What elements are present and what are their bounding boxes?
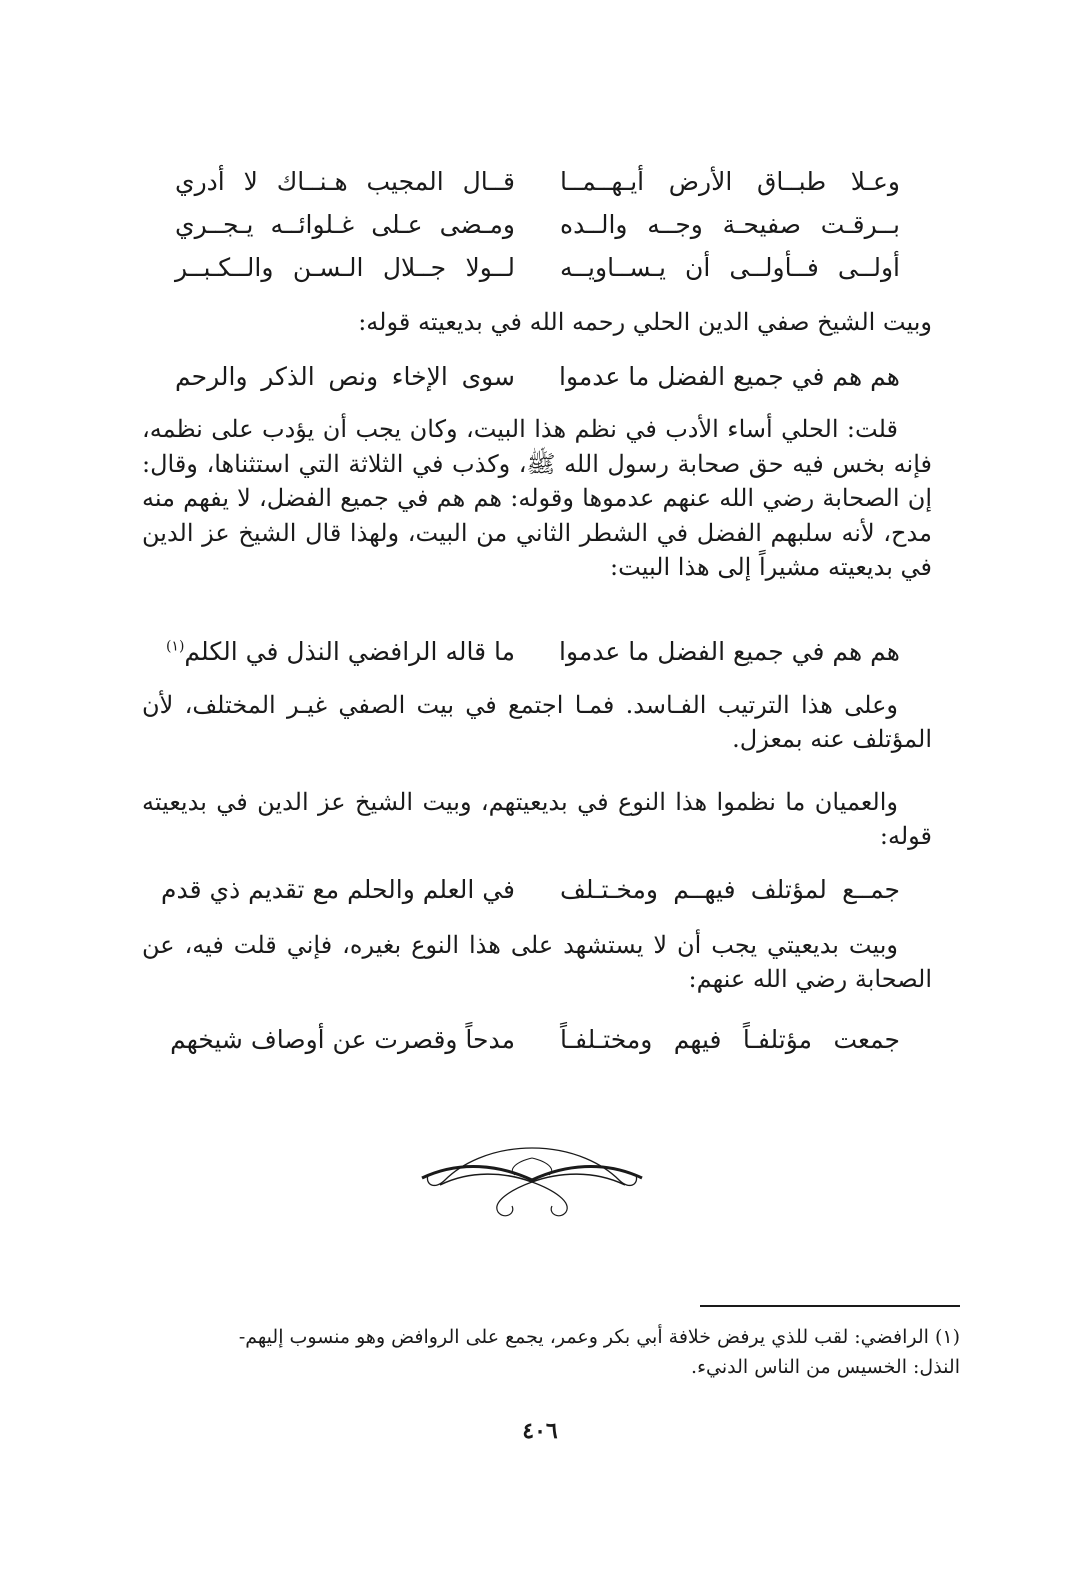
verse-line	[175, 248, 900, 288]
footnote-line: (١) الرافضي: لقب للذي يرفض خلافة أبي بكر وعمر، يجمع على الروافض وهو منسوب إليهم-	[238, 1326, 960, 1348]
footnote-line: النذل: الخسيس من الناس الدنيء.	[691, 1356, 960, 1378]
verse-hemistich-second: ومـضى عـلى غـلوائــه يـجــري	[175, 210, 515, 239]
verse-izz-2	[161, 870, 900, 910]
verse-hemistich-second: قــال المجيب هـنــاك لا أدري	[175, 167, 515, 196]
verse-hemistich-second: لــولا جــلال الـسـن والــكـبــر	[175, 253, 515, 282]
paragraph-order-text: وعلى هذا الترتيب الفـاسد. فمـا اجتمع في بيت الصفي غيـر المختلف، لأن المؤتلف عنه بمعزل.	[142, 691, 932, 753]
paragraph-umyan-text: والعميان ما نظموا هذا النوع في بديعيتهم، وبيت الشيخ عز الدين في بديعيته قوله:	[142, 788, 932, 850]
footnote-divider	[700, 1305, 960, 1307]
verse-hemistich-second-text: ما قاله الرافضي النذل في الكلم	[184, 637, 515, 666]
paragraph-hilli-intro: وبيت الشيخ صفي الدين الحلي رحمه الله في بديعيته قوله:	[358, 308, 932, 336]
verse-izz	[165, 632, 900, 672]
ornament-flourish-icon	[420, 1140, 645, 1220]
verse-hemistich-first: أولــى فــأولــى أن يـســاويــه	[560, 253, 900, 282]
paragraph-critique-text: قلت: الحلي أساء الأدب في نظم هذا البيت، وكان يجب أن يؤدب على نظمه، فإنه بخس فيه حق صحابة رسول الله ﷺ، وكذب في الثلاثة التي استثناها، وقال: إن الصحابة رضي الله عنهم عدموها وقوله: هم هم في جميع الفضل، لا يفهم منه مدح، لأنه سلبهم الفضل في الشطر الثاني من البيت، ولهذا قال الشيخ عز الدين في بديعيته مشيراً إلى هذا البيت:	[142, 415, 933, 581]
paragraph-mine-text: وبيت بديعيتي يجب أن لا يستشهد على هذا النوع بغيره، فإني قلت فيه، عن الصحابة رضي الله عنهم:	[142, 931, 932, 993]
verse-hemistich-first: وعـلا طبــاق الأرض أيـهــمــا	[560, 167, 900, 196]
page-number: ٤٠٦	[522, 1418, 558, 1444]
verse-hemistich-first: هم هم في جميع الفضل ما عدموا	[559, 637, 900, 666]
verse-hemistich-second: في العلم والحلم مع تقديم ذي قدم	[161, 875, 515, 904]
paragraph-order	[142, 688, 932, 756]
paragraph-critique	[142, 412, 932, 585]
verse-line	[175, 162, 900, 202]
verse-line	[175, 205, 900, 245]
verse-hemistich-second: مدحاً وقصرت عن أوصاف شيخهم	[170, 1025, 515, 1054]
verse-hemistich-first: هم هم في جميع الفضل ما عدموا	[559, 362, 900, 391]
verse-hemistich-second	[165, 632, 515, 672]
paragraph-umyan	[142, 785, 932, 853]
verse-hilli	[175, 357, 900, 397]
verse-hemistich-first: جمعت مؤتلفـاً فيهم ومختـلفـاً	[560, 1025, 900, 1054]
footnote-reference: (١)	[165, 638, 185, 655]
paragraph-mine	[142, 928, 932, 996]
verse-hemistich-second: سوى الإخاء ونص الذكر والرحم	[175, 362, 515, 391]
verse-mine	[170, 1020, 900, 1060]
verse-hemistich-first: بــرقـت صفيحـة وجــه والــده	[560, 210, 900, 239]
verse-hemistich-first: جمــع لمؤتلف فيهــم ومخـتـلف	[560, 875, 900, 904]
